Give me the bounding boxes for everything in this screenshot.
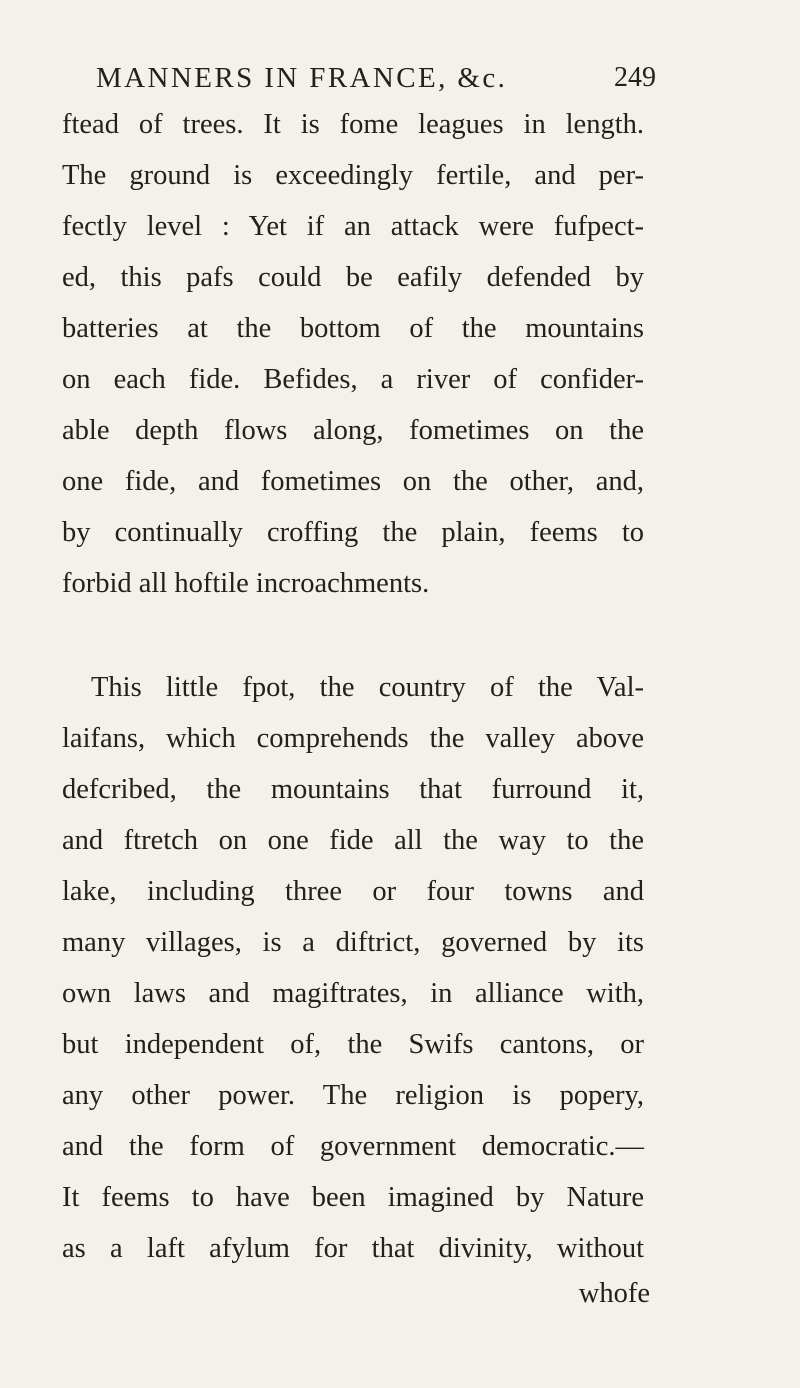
text-line: on each fide. Befides, a river of confider- [62, 364, 644, 395]
text-line: defcribed, the mountains that furround it, [62, 774, 644, 805]
text-line: laifans, which comprehends the valley above [62, 723, 644, 754]
catchword: whofe [578, 1278, 650, 1309]
text-line: many villages, is a diftrict, governed by its [62, 927, 644, 958]
text-line: forbid all hoftile incroachments. [62, 568, 430, 599]
page-number: 249 [614, 62, 656, 93]
text-line: own laws and magiftrates, in alliance with, [62, 978, 644, 1009]
text-line: fectly level : Yet if an attack were fufpect- [62, 211, 644, 242]
text-line: able depth flows along, fometimes on the [62, 415, 644, 446]
running-title: MANNERS IN FRANCE, &c. [96, 62, 508, 94]
running-head [96, 56, 656, 100]
text-line: but independent of, the Swifs cantons, or [62, 1029, 644, 1060]
paragraph-continued [62, 99, 644, 609]
text-line: and the form of government democratic.— [62, 1131, 644, 1162]
text-line: as a laft afylum for that divinity, without [62, 1233, 644, 1264]
text-line: batteries at the bottom of the mountains [62, 313, 644, 344]
text-line: It feems to have been imagined by Nature [62, 1182, 644, 1213]
paragraph-vallaisans [62, 662, 644, 1274]
text-line: and ftretch on one fide all the way to the [62, 825, 644, 856]
text-line: one fide, and fometimes on the other, and, [62, 466, 644, 497]
text-line: The ground is exceedingly fertile, and per- [62, 160, 644, 191]
text-line: ftead of trees. It is fome leagues in length. [62, 109, 644, 140]
text-line: ed, this pafs could be eafily defended by [62, 262, 644, 293]
text-line: any other power. The religion is popery, [62, 1080, 644, 1111]
text-line: lake, including three or four towns and [62, 876, 644, 907]
text-line: by continually croffing the plain, feems to [62, 517, 644, 548]
text-line: This little fpot, the country of the Val- [91, 672, 644, 703]
